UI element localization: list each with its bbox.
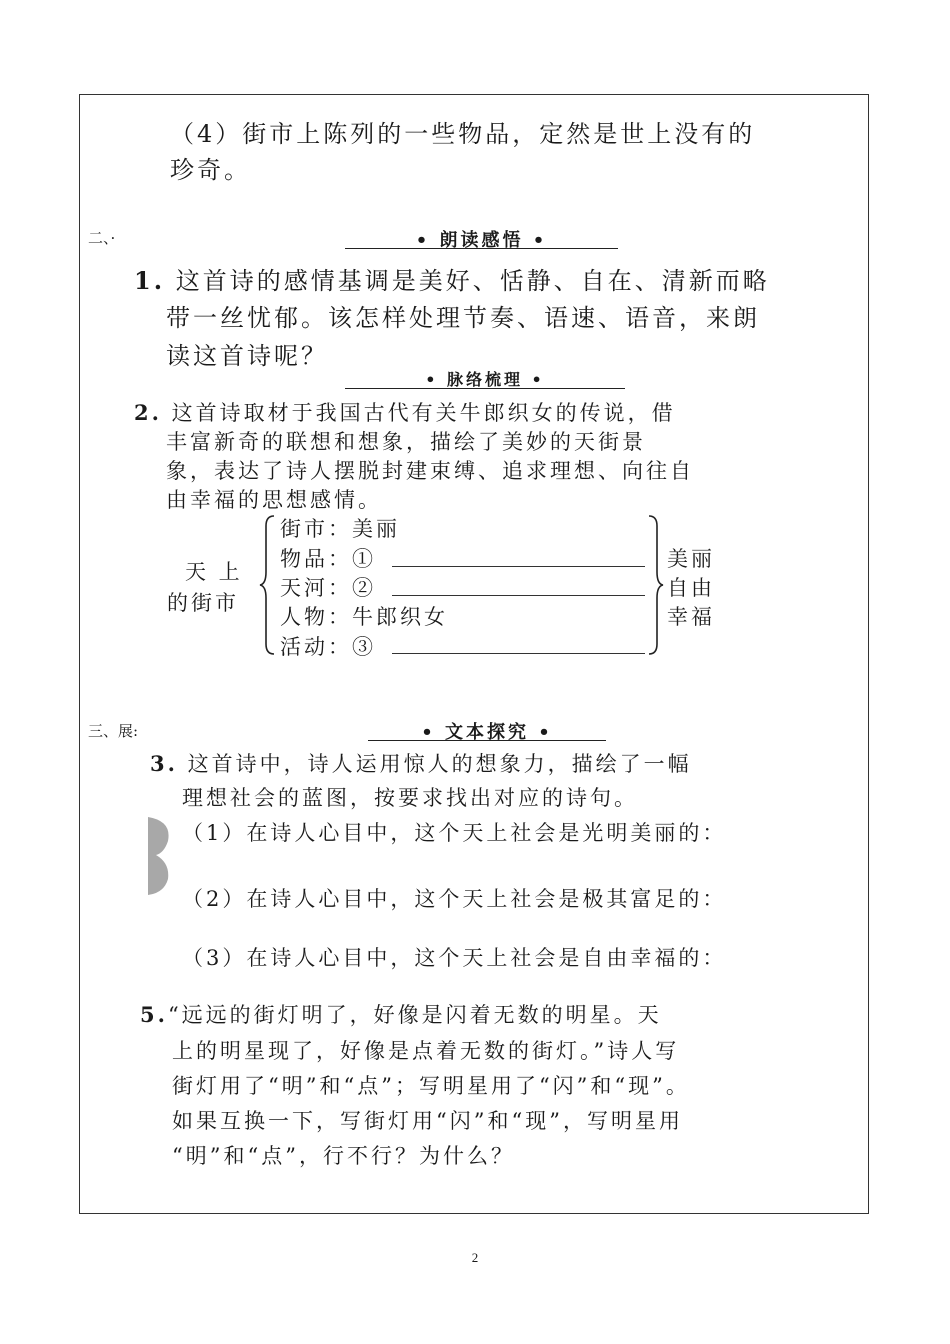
section-heading-wenben: • 文本探究 • [421,722,553,743]
q2-line2: 丰富新奇的联想和想象，描绘了美妙的天街景 [166,430,646,454]
section-heading-langdu: • 朗读感悟 • [415,230,548,251]
q3-number: 3. [150,751,178,776]
q2-line1 [134,397,676,427]
q2-line3: 象，表达了诗人摆脱封建束缚、追求理想、向往自 [166,459,694,483]
diagram-left-line1: 天 上 [185,560,243,584]
q5-line2: 上的明星现了，好像是点着无数的街灯。”诗人写 [172,1039,680,1063]
diagram-row-jieshi: 街市：美丽 [280,517,400,541]
diagram-row-huodong: 活动：③ [280,635,376,659]
q3-sub2: （2）在诗人心目中，这个天上社会是极其富足的： [182,887,727,911]
q5-line5: “明”和“点”，行不行？为什么？ [172,1144,515,1168]
q2-text: 这首诗取材于我国古代有关牛郎织女的传说，借 [171,401,676,425]
q3-sub1: （1）在诗人心目中，这个天上社会是光明美丽的： [182,821,727,845]
diagram-right-xingfu: 幸福 [667,605,715,629]
q5-line3: 街灯用了“明”和“点”；写明星用了“闪”和“现”。 [172,1074,690,1098]
diagram-row-wupin: 物品：① [280,547,376,571]
section-heading-underline [345,388,625,389]
diagram-right-meili: 美丽 [667,547,715,571]
item4-line2: 珍奇。 [170,156,251,184]
q5-number: 5. [140,1002,168,1027]
q3-line1 [150,748,692,778]
item4-line1: （4）街市上陈列的一些物品，定然是世上没有的 [170,120,756,148]
answer-blank-2[interactable] [392,595,645,596]
q5-line4: 如果互换一下，写街灯用“闪”和“现”，写明星用 [172,1109,683,1133]
diagram-row-tianhe: 天河：② [280,576,376,600]
q1-line1 [134,261,770,296]
q2-line4: 由幸福的思想感情。 [166,488,382,512]
page-number: 2 [471,1250,479,1265]
section-heading-underline [345,248,618,249]
right-brace [645,514,665,656]
q5-text: “远远的街灯明了，好像是闪着无数的明星。天 [167,1003,662,1027]
q2-number: 2. [134,400,162,425]
section2-marker: 二、· [88,229,116,247]
section-heading-mailuo: • 脉络梳理 • [425,370,545,389]
answer-blank-1[interactable] [392,566,645,567]
q5-line1 [140,999,662,1029]
q3-line2: 理想社会的蓝图，按要求找出对应的诗句。 [182,786,638,810]
diagram-left-line2: 的街市 [167,591,239,615]
diagram-right-ziyou: 自由 [667,576,715,600]
section3-marker: 三、展: [88,722,139,740]
q1-text: 这首诗的感情基调是美好、恬静、自在、清新而略 [175,267,770,295]
section-heading-underline [368,740,606,741]
decorative-shape [146,815,174,897]
q3-sub3: （3）在诗人心目中，这个天上社会是自由幸福的： [182,946,727,970]
q3-text: 这首诗中，诗人运用惊人的想象力，描绘了一幅 [187,752,692,776]
q1-line2: 带一丝忧郁。该怎样处理节奏、语速、语音，来朗 [166,304,760,332]
answer-blank-3[interactable] [392,653,645,654]
q1-line3: 读这首诗呢？ [166,342,328,370]
q1-number: 1. [134,266,166,295]
left-brace [258,514,278,656]
diagram-row-renwu: 人物：牛郎织女 [280,605,448,629]
